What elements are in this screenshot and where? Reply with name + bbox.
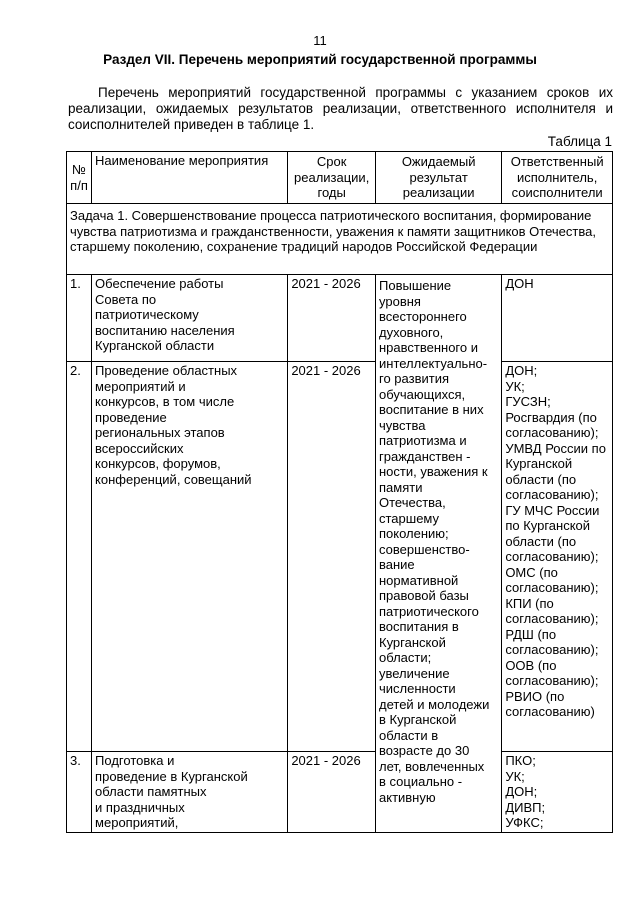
row-term: 2021 - 2026: [288, 362, 376, 752]
header-term: Срок реализации, годы: [288, 152, 376, 204]
page-number: 11: [313, 33, 327, 48]
row-name: Проведение областных мероприятий и конкурсов, в том числе проведение региональных этапов всероссийских конкурсов, форумов, конференций, совещаний: [92, 362, 288, 752]
table-row: [67, 362, 613, 752]
row-responsible: ПКО; УК; ДОН; ДИВП; УФКС;: [502, 752, 613, 833]
table-caption: Таблица 1: [547, 134, 612, 149]
row-term: 2021 - 2026: [288, 275, 376, 362]
table-row: [67, 275, 613, 362]
header-result: Ожидаемый результат реализации: [376, 152, 502, 204]
row-name: Подготовка и проведение в Курганской области памятных и праздничных мероприятий,: [92, 752, 288, 833]
row-num: 3.: [67, 752, 92, 833]
header-responsible: Ответственный исполнитель, соисполнители: [502, 152, 613, 204]
table-header-row: [67, 152, 613, 204]
row-num: 2.: [67, 362, 92, 752]
intro-paragraph: Перечень мероприятий государственной программы с указанием сроков их реализации, ожидаемых результатов реализации, ответственного исполнителя и соисполнителей приведен в таблице 1.: [68, 85, 613, 132]
row-responsible: ДОН: [502, 275, 613, 362]
activities-table: [66, 151, 613, 833]
expected-result-cell: Повышение уровня всестороннего духовного, нравственного и интеллектуально- го развития обучающихся, воспитание в них чувства патриотизма и гражданствен - ности, уважения к памяти Отечества, старшему поколению; совершенство- вание нормативной правовой базы патриотического воспитания в Курганской области; увеличение численности детей и молодежи в Курганской области в возрасте до 30 лет, вовлеченных в социально - активную: [376, 275, 502, 833]
section-title: Раздел VII. Перечень мероприятий государственной программы: [103, 52, 537, 67]
header-num: № п/п: [67, 152, 92, 204]
row-term: 2021 - 2026: [288, 752, 376, 833]
task-description: Задача 1. Совершенствование процесса патриотического воспитания, формирование чувства патриотизма и гражданственности, уважения к памяти защитников Отечества, старшему поколению, сохранение традиций народов Российской Федерации: [67, 204, 613, 275]
header-name: Наименование мероприятия: [92, 152, 288, 204]
row-responsible: ДОН; УК; ГУСЗН; Росгвардия (по согласованию); УМВД России по Курганской области (по согласованию); ГУ МЧС России по Курганской области (по согласованию); ОМС (по согласованию); КПИ (по согласованию); РДШ (по согласованию); ООВ (по согласованию); РВИО (по согласованию): [502, 362, 613, 752]
table-row: [67, 752, 613, 833]
task-row: [67, 204, 613, 275]
row-num: 1.: [67, 275, 92, 362]
row-name: Обеспечение работы Совета по патриотическому воспитанию населения Курганской области: [92, 275, 288, 362]
